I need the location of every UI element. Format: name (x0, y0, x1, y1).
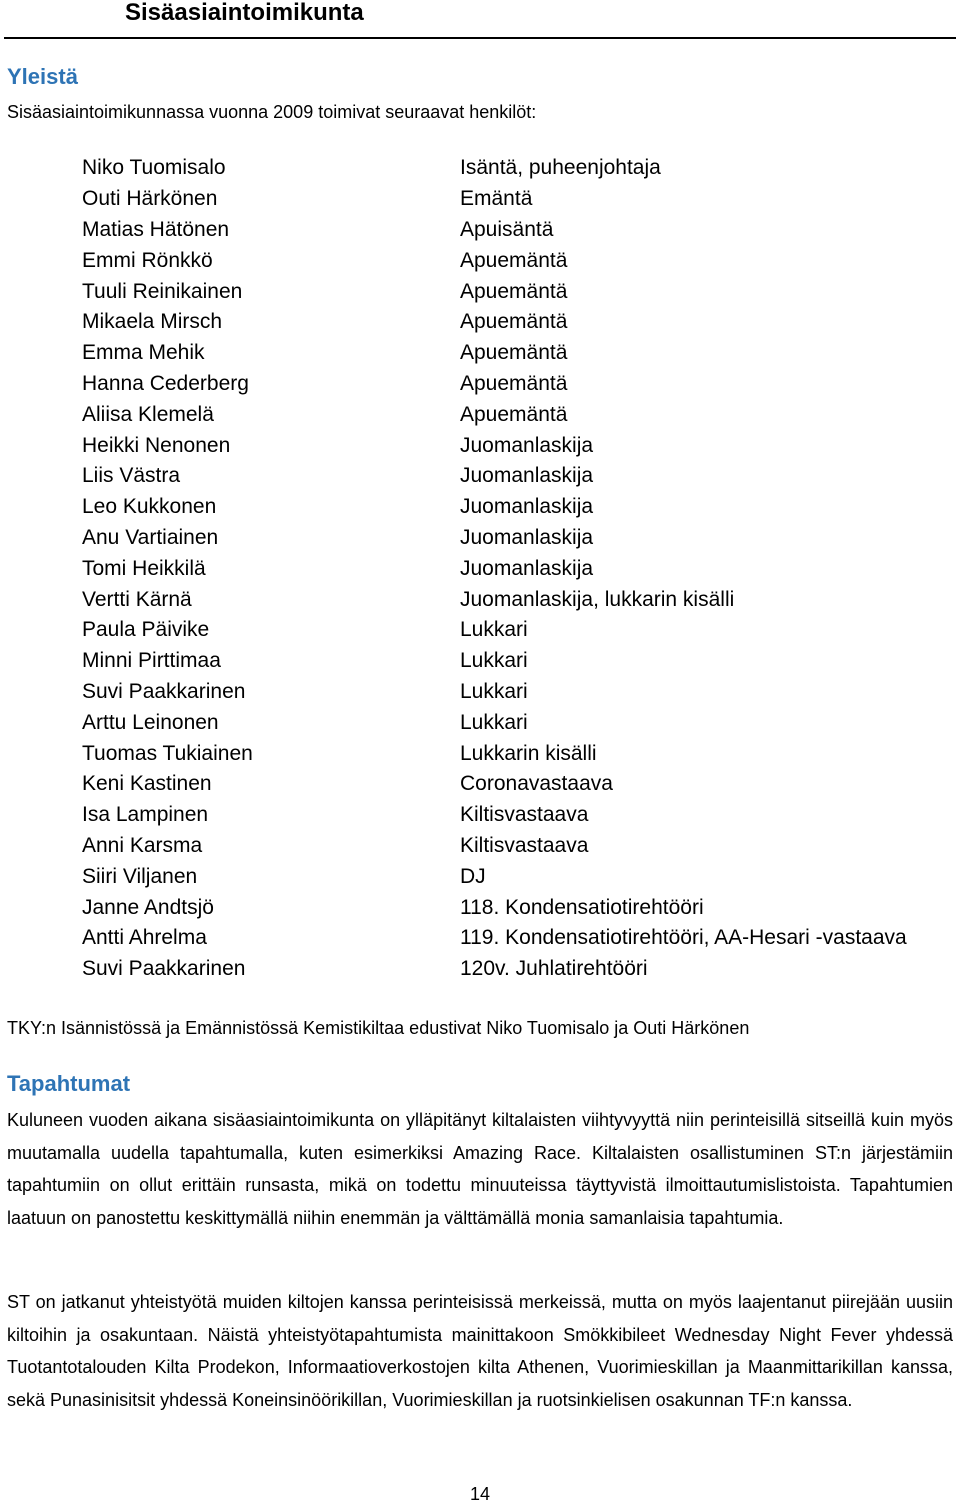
section-heading-general: Yleistä (7, 64, 78, 89)
member-role: Juomanlaskija (460, 464, 594, 488)
member-role: Apuemäntä (460, 341, 568, 365)
member-role: Apuemäntä (460, 310, 568, 334)
member-role: 118. Kondensatiotirehtööri (460, 895, 704, 919)
member-row (82, 338, 958, 369)
member-name: Emma Mehik (82, 341, 205, 365)
member-list (82, 153, 958, 985)
member-role: Lukkari (460, 710, 528, 734)
member-role: Emäntä (460, 187, 533, 211)
member-row (82, 646, 958, 677)
member-name: Suvi Paakkarinen (82, 679, 246, 703)
member-name: Suvi Paakkarinen (82, 957, 246, 981)
member-row (82, 399, 958, 430)
events-paragraph-1: Kuluneen vuoden aikana sisäasiaintoimikunta on ylläpitänyt kiltalaisten viihtyvyyttä niin perinteisillä sitseillä kuin myös muutamalla uudella tapahtumalla, kuten esimerkiksi Amazing Race. Kiltalaisten osallistuminen ST:n järjestämiin tapahtumiin on ollut erittäin runsasta, mikä on todettu minuuteissa täyttyvistä ilmoittautumislistoista. Tapahtumien laatuun on panostettu keskittymällä niihin enemmän ja välttämällä monia samanlaisia tapahtumia. (7, 1110, 953, 1228)
member-name: Tuomas Tukiainen (82, 741, 253, 765)
member-role: Kiltisvastaava (460, 833, 589, 857)
member-row (82, 584, 958, 615)
member-row (82, 861, 958, 892)
member-row (82, 245, 958, 276)
member-name: Hanna Cederberg (82, 371, 249, 395)
member-name: Keni Kastinen (82, 772, 212, 796)
member-row (82, 523, 958, 554)
member-row (82, 276, 958, 307)
member-role: Isäntä, puheenjohtaja (460, 156, 661, 180)
tky-note: TKY:n Isännistössä ja Emännistössä Kemistikiltaa edustivat Niko Tuomisalo ja Outi Härkönen (7, 1018, 750, 1038)
events-paragraph-2: ST on jatkanut yhteistyötä muiden kiltojen kanssa perinteisissä merkeissä, mutta on myös laajentanut piirejään uusiin kiltoihin ja osakuntaan. Näistä yhteistyötapahtumista mainittakoon Smökkibileet Wednesday Night Fever yhdessä Tuotantotalouden Kilta Prodekon, Informaatioverkostojen kilta Athenen, Vuorimieskillan ja Maanmittarikillan kanssa, sekä Punasinisitsit yhdessä Koneinsinöörikillan, Vuorimieskillan ja ruotsinkielisen osakunnan TF:n kanssa. (7, 1292, 953, 1410)
member-role: Apuemäntä (460, 402, 568, 426)
member-row (82, 615, 958, 646)
member-name: Anu Vartiainen (82, 525, 219, 549)
member-name: Paula Päivike (82, 618, 210, 642)
member-name: Liis Västra (82, 464, 181, 488)
member-row (82, 707, 958, 738)
member-row (82, 430, 958, 461)
member-name: Leo Kukkonen (82, 495, 217, 519)
member-name: Heikki Nenonen (82, 433, 231, 457)
intro-text: Sisäasiaintoimikunnassa vuonna 2009 toimivat seuraavat henkilöt: (7, 102, 537, 122)
member-name: Vertti Kärnä (82, 587, 192, 611)
member-row (82, 307, 958, 338)
member-row (82, 369, 958, 400)
member-row (82, 553, 958, 584)
member-name: Niko Tuomisalo (82, 156, 226, 180)
member-row (82, 954, 958, 985)
member-role: Juomanlaskija (460, 556, 594, 580)
member-name: Matias Hätönen (82, 217, 230, 241)
member-role: Lukkari (460, 679, 528, 703)
member-name: Minni Pirttimaa (82, 649, 221, 673)
member-row (82, 461, 958, 492)
member-name: Emmi Rönkkö (82, 248, 213, 272)
member-row (82, 800, 958, 831)
member-name: Antti Ahrelma (82, 926, 207, 950)
member-role: Juomanlaskija (460, 495, 594, 519)
member-name: Aliisa Klemelä (82, 402, 214, 426)
member-row (82, 215, 958, 246)
member-row (82, 184, 958, 215)
member-role: Apuisäntä (460, 217, 554, 241)
member-role: Lukkari (460, 649, 528, 673)
member-role: 120v. Juhlatirehtööri (460, 957, 648, 981)
member-name: Outi Härkönen (82, 187, 218, 211)
member-role: Juomanlaskija, lukkarin kisälli (460, 587, 735, 611)
member-name: Isa Lampinen (82, 803, 209, 827)
member-role: Lukkari (460, 618, 528, 642)
page-number: 14 (469, 1484, 491, 1504)
member-role: Apuemäntä (460, 279, 568, 303)
member-role: 119. Kondensatiotirehtööri, AA-Hesari -vastaava (460, 926, 907, 950)
member-name: Tuuli Reinikainen (82, 279, 243, 303)
section-heading-events: Tapahtumat (7, 1071, 131, 1096)
member-name: Janne Andtsjö (82, 895, 214, 919)
member-name: Mikaela Mirsch (82, 310, 223, 334)
member-role: Lukkarin kisälli (460, 741, 597, 765)
member-name: Anni Karsma (82, 833, 203, 857)
member-row (82, 923, 958, 954)
page-header-title: Sisäasiaintoimikunta (125, 0, 364, 26)
header-divider (4, 37, 956, 39)
member-name: Tomi Heikkilä (82, 556, 206, 580)
member-row (82, 769, 958, 800)
member-row (82, 492, 958, 523)
member-row (82, 153, 958, 184)
member-role: Coronavastaava (460, 772, 613, 796)
member-role: Juomanlaskija (460, 525, 594, 549)
member-row (82, 831, 958, 862)
member-role: Apuemäntä (460, 248, 568, 272)
member-row (82, 738, 958, 769)
member-role: Kiltisvastaava (460, 803, 589, 827)
member-row (82, 677, 958, 708)
member-row (82, 892, 958, 923)
member-role: Juomanlaskija (460, 433, 594, 457)
member-name: Arttu Leinonen (82, 710, 219, 734)
member-role: Apuemäntä (460, 371, 568, 395)
member-name: Siiri Viljanen (82, 864, 198, 888)
member-role: DJ (460, 864, 486, 888)
